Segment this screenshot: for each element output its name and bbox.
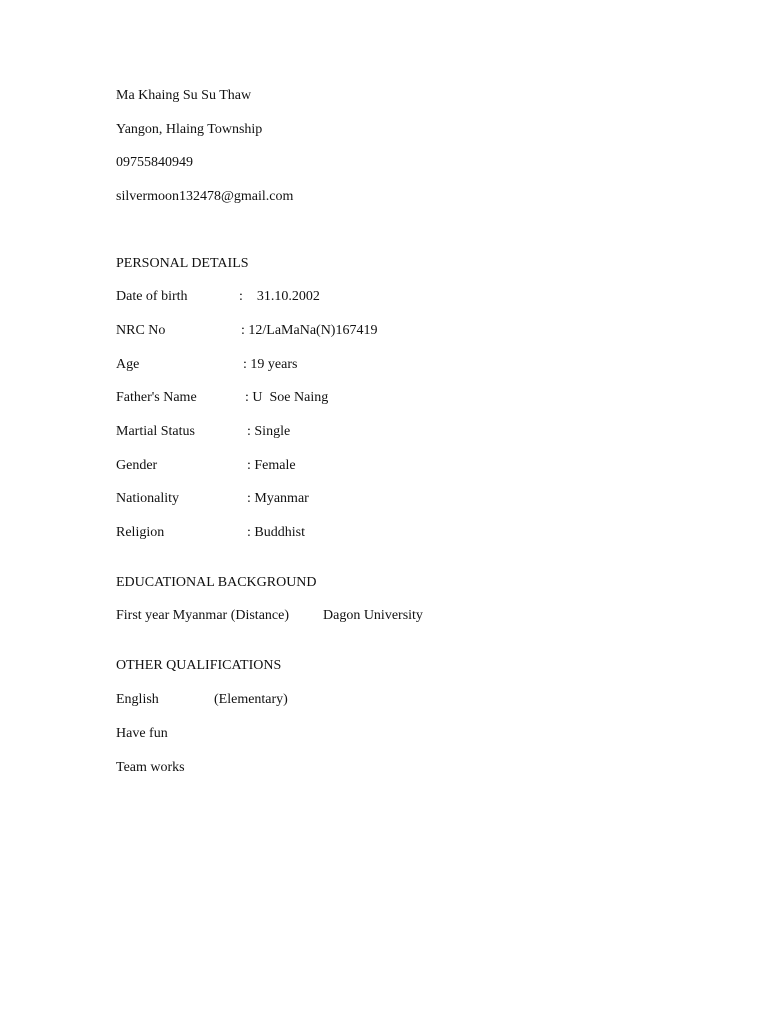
applicant-name: Ma Khaing Su Su Thaw bbox=[116, 88, 252, 103]
email-address: silvermoon132478@gmail.com bbox=[116, 189, 294, 204]
phone-number: 09755840949 bbox=[116, 155, 193, 170]
qualification-level: (Elementary) bbox=[214, 692, 288, 707]
detail-value: : Myanmar bbox=[247, 491, 309, 506]
qualification-item: Team works bbox=[116, 760, 185, 775]
detail-value: : 12/LaMaNa(N)167419 bbox=[241, 323, 378, 338]
detail-label: Age bbox=[116, 357, 140, 372]
detail-value: : U Soe Naing bbox=[245, 390, 329, 405]
education-row bbox=[116, 607, 716, 625]
detail-value: : Female bbox=[247, 458, 296, 473]
detail-value: : Single bbox=[247, 424, 291, 439]
detail-label: Religion bbox=[116, 525, 165, 540]
qualification-label: English bbox=[116, 692, 159, 707]
detail-label: Martial Status bbox=[116, 424, 195, 439]
detail-value: : Buddhist bbox=[247, 525, 305, 540]
education-heading: EDUCATIONAL BACKGROUND bbox=[116, 575, 317, 590]
detail-row-religion bbox=[116, 524, 716, 542]
detail-row-nationality bbox=[116, 490, 716, 508]
detail-value: : 19 years bbox=[243, 357, 298, 372]
detail-label: Date of birth bbox=[116, 289, 188, 304]
detail-label: NRC No bbox=[116, 323, 166, 338]
detail-label: Nationality bbox=[116, 491, 179, 506]
detail-label: Gender bbox=[116, 458, 158, 473]
education-course: First year Myanmar (Distance) bbox=[116, 608, 289, 623]
education-institution: Dagon University bbox=[323, 608, 423, 623]
detail-row-nrc bbox=[116, 322, 716, 340]
detail-row-martial-status bbox=[116, 423, 716, 441]
personal-details-heading: PERSONAL DETAILS bbox=[116, 256, 249, 271]
detail-row-gender bbox=[116, 457, 716, 475]
qualification-row-english bbox=[116, 691, 716, 709]
qualification-item: Have fun bbox=[116, 726, 168, 741]
qualifications-heading: OTHER QUALIFICATIONS bbox=[116, 658, 282, 673]
detail-row-fathers-name bbox=[116, 389, 716, 407]
address-line: Yangon, Hlaing Township bbox=[116, 122, 263, 137]
detail-label: Father's Name bbox=[116, 390, 197, 405]
detail-row-date-of-birth bbox=[116, 288, 716, 306]
detail-value: : 31.10.2002 bbox=[239, 289, 320, 304]
detail-row-age bbox=[116, 356, 716, 374]
